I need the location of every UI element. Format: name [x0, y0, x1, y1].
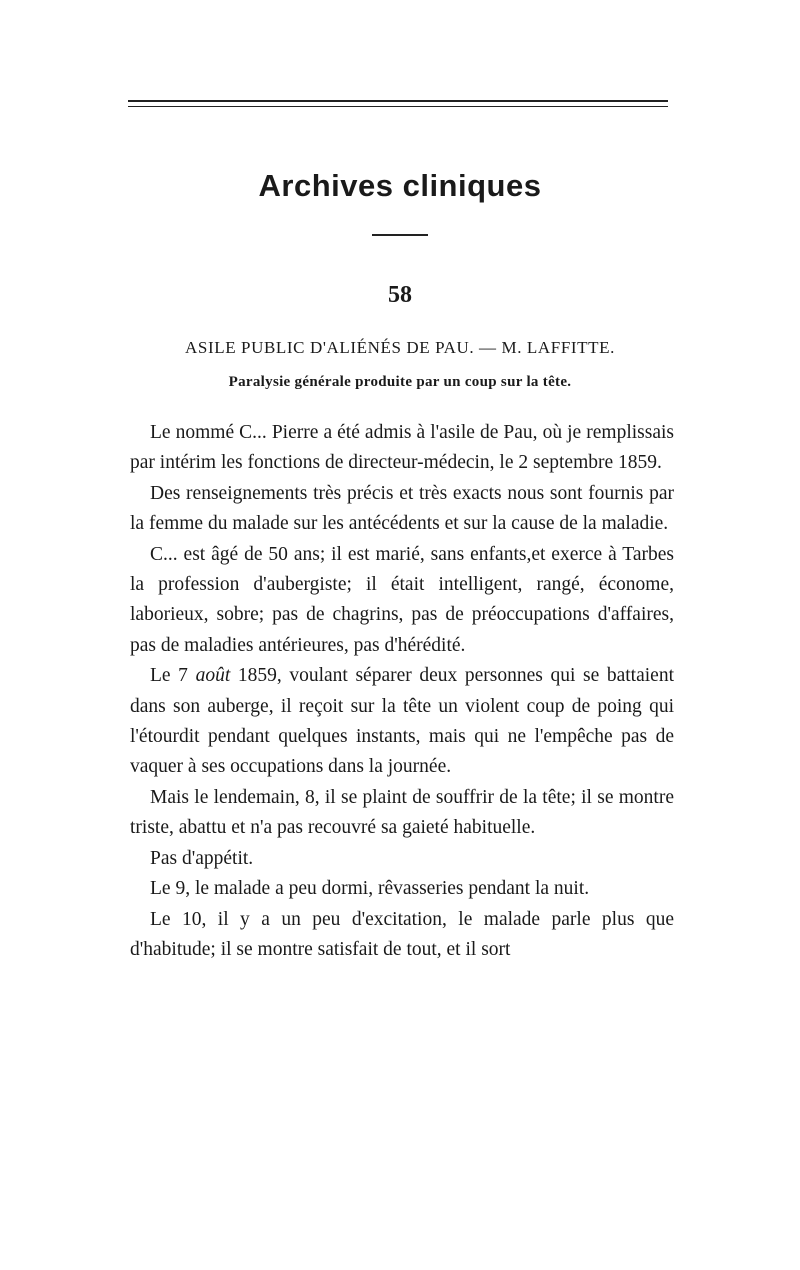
paragraph-3: C... est âgé de 50 ans; il est marié, sans enfants,et exerce à Tarbes la profession d'aubergiste; il était intelligent, rangé, économe, laborieux, sobre; pas de chagrins, pas de préoccupations d'affaires, pas de maladies antérieures, pas d'hérédité.	[130, 543, 674, 656]
paragraph-4-rest: 1859, voulant séparer deux personnes qui se battaient dans son auberge, il reçoit sur la tête un violent coup de poing qui l'étourdit pendant quelques instants, mais qui ne l'empêche pas de vaquer à ses occupations dans la journée.	[130, 665, 674, 778]
paragraph-8: Le 10, il y a un peu d'excitation, le malade parle plus que d'habitude; il se montre satisfait de tout, et il sort	[130, 908, 674, 960]
title-divider	[372, 234, 428, 236]
paragraph-4-start: Le 7	[150, 665, 196, 687]
paragraph-7: Le 9, le malade a peu dormi, rêvasseries pendant la nuit.	[150, 878, 590, 900]
paragraph-4	[130, 661, 674, 783]
case-subtitle: Paralysie générale produite par un coup sur la tête.	[228, 374, 572, 390]
paragraph-1: Le nommé C... Pierre a été admis à l'asile de Pau, où je remplissais par intérim les fonctions de directeur-médecin, le 2 septembre 1859.	[130, 422, 674, 474]
institution-heading: ASILE PUBLIC D'ALIÉNÉS DE PAU. — M. LAFFITTE.	[185, 338, 615, 357]
paragraph-5: Mais le lendemain, 8, il se plaint de souffrir de la tête; il se montre triste, abattu et n'a pas recouvré sa gaieté habituelle.	[130, 786, 674, 839]
paragraph-2: Des renseignements très précis et très exacts nous sont fournis par la femme du malade sur les antécédents et sur la cause de la maladie.	[130, 482, 674, 535]
page-title: Archives cliniques	[258, 168, 542, 203]
top-double-rule	[128, 100, 668, 107]
article-body	[130, 418, 674, 965]
paragraph-6: Pas d'appétit.	[150, 847, 254, 869]
paragraph-4-month: août	[195, 665, 231, 687]
case-number: 58	[388, 282, 412, 308]
